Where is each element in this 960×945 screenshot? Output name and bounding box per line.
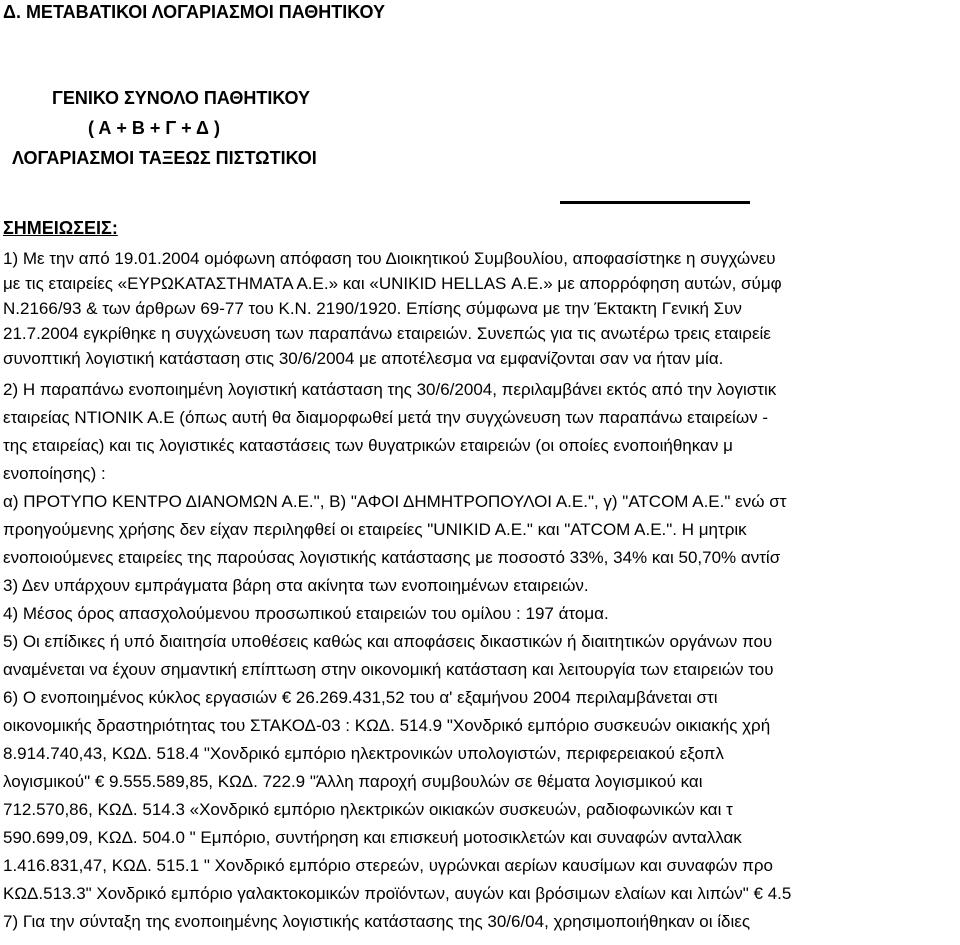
note-line: 7) Για την σύνταξη της ενοποιημένης λογιστικής κατάστασης της 30/6/04, χρησιμοποιήθηκαν οι ίδιες [3,912,751,931]
note-line: λογισμικού" € 9.555.589,85, ΚΩΔ. 722.9 "Άλλη παροχή συμβουλών σε θέματα λογισμικού και [3,772,703,791]
note-line: εταιρείας ΝΤΙΟΝΙΚ Α.Ε (όπως αυτή θα διαμορφωθεί μετά την συγχώνευση των παραπάνω εταιρείων - [3,408,768,427]
note-line: 2) Η παραπάνω ενοποιημένη λογιστική κατάσταση της 30/6/2004, περιλαμβάνει εκτός από την λογιστικ [3,380,777,399]
note-line: 8.914.740,43, ΚΩΔ. 518.4 "Χονδρικό εμπόριο ηλεκτρονικών υπολογιστών, περιφερειακού εξοπλ [3,744,724,763]
note-line: ενοποίησης) : [3,464,106,483]
memo-accounts-heading: ΛΟΓΑΡΙΑΣΜΟΙ ΤΑΞΕΩΣ ΠΙΣΤΩΤΙΚΟΙ [12,148,317,168]
note-line: 1.416.831,47, ΚΩΔ. 515.1 " Χονδρικό εμπόριο στερεών, υγρώνκαι αερίων καυσίμων και συναφών προ [3,856,773,875]
note-line: με τις εταιρείες «ΕΥΡΩΚΑΤΑΣΤΗΜΑΤΑ Α.Ε.» και «UNIKID HELLAS Α.Ε.» με απορρόφηση αυτών, σύμφ [3,274,782,293]
note-line: Ν.2166/93 & των άρθρων 69-77 του Κ.Ν. 2190/1920. Επίσης σύμφωνα με την Έκτακτη Γενική Συν [3,299,742,318]
note-line: 590.699,09, ΚΩΔ. 504.0 " Εμπόριο, συντήρηση και επισκευή μοτοσικλετών και συναφών ανταλλακ [3,828,742,847]
note-line: α) ΠΡΟΤΥΠΟ ΚΕΝΤΡΟ ΔΙΑΝΟΜΩΝ Α.Ε.", Β) "ΑΦΟΙ ΔΗΜΗΤΡΟΠΟΥΛΟΙ Α.Ε.", γ) "ATCOM A.E." ενώ στ [3,492,787,511]
note-line: 712.570,86, ΚΩΔ. 514.3 «Χονδρικό εμπόριο ηλεκτρικών οικιακών συσκευών, ραδιοφωνικών και τ [3,800,733,819]
note-line: 6) Ο ενοποιημένος κύκλος εργασιών € 26.269.431,52 του α' εξαμήνου 2004 περιλαμβάνεται στι [3,688,718,707]
note-line: ενοποιούμενες εταιρείες της παρούσας λογιστικής κατάστασης με ποσοστό 33%, 34% και 50,70% αντίσ [3,548,781,567]
note-line: προηγούμενης χρήσης δεν είχαν περιληφθεί οι εταιρείες "UNIKID A.E." και "ATCOM A.E.". Η μητρικ [3,520,747,539]
note-line: αναμένεται να έχουν σημαντική επίπτωση στην οικονομική κατάσταση και λειτουργία των εταιρειών του [3,660,774,679]
note-line: 1) Με την από 19.01.2004 ομόφωνη απόφαση του Διοικητικού Συμβουλίου, αποφασίστηκε η συγχώνευ [3,249,776,268]
note-line: 3) Δεν υπάρχουν εμπράγματα βάρη στα ακίνητα των ενοποιημένων εταιρειών. [3,576,589,595]
note-line: της εταιρείας) και τις λογιστικές καταστάσεις των θυγατρικών εταιρειών (οι οποίες ενοποιήθηκαν μ [3,436,733,455]
note-line: συνοπτική λογιστική κατάσταση στις 30/6/2004 με αποτέλεσμα να εμφανίζονται σαν να ήταν μία. [3,349,724,368]
section-title: Δ. ΜΕΤΑΒΑΤΙΚΟΙ ΛΟΓΑΡΙΑΣΜΟΙ ΠΑΘΗΤΙΚΟΥ [3,2,385,22]
note-line: 21.7.2004 εγκρίθηκε η συγχώνευση των παραπάνω εταιρειών. Συνεπώς για τις ανωτέρω τρεις εταιρείε [3,324,771,343]
note-line: ΚΩΔ.513.3" Χονδρικό εμπόριο γαλακτοκομικών προϊόντων, αυγών και βρόσιμων ελαίων και λιπών" € 4.5 [3,884,792,903]
grand-total-formula: ( Α + Β + Γ + Δ ) [88,118,220,138]
grand-total-heading: ΓΕΝΙΚΟ ΣΥΝΟΛΟ ΠΑΘΗΤΙΚΟΥ [52,88,311,108]
note-line: 5) Οι επίδικες ή υπό διαιτησία υποθέσεις καθώς και αποφάσεις δικαστικών ή διαιτητικών οργάνων που [3,632,773,651]
note-line: οικονομικής δραστηριότητας του ΣΤΑΚΟΔ-03 : ΚΩΔ. 514.9 "Χονδρικό εμπόριο συσκευών οικιακής χρή [3,716,771,735]
note-line: 4) Μέσος όρος απασχολούμενου προσωπικού εταιρειών του ομίλου : 197 άτομα. [3,604,609,623]
notes-heading: ΣΗΜΕΙΩΣΕΙΣ: [3,218,118,238]
total-underline-rule [560,201,750,204]
